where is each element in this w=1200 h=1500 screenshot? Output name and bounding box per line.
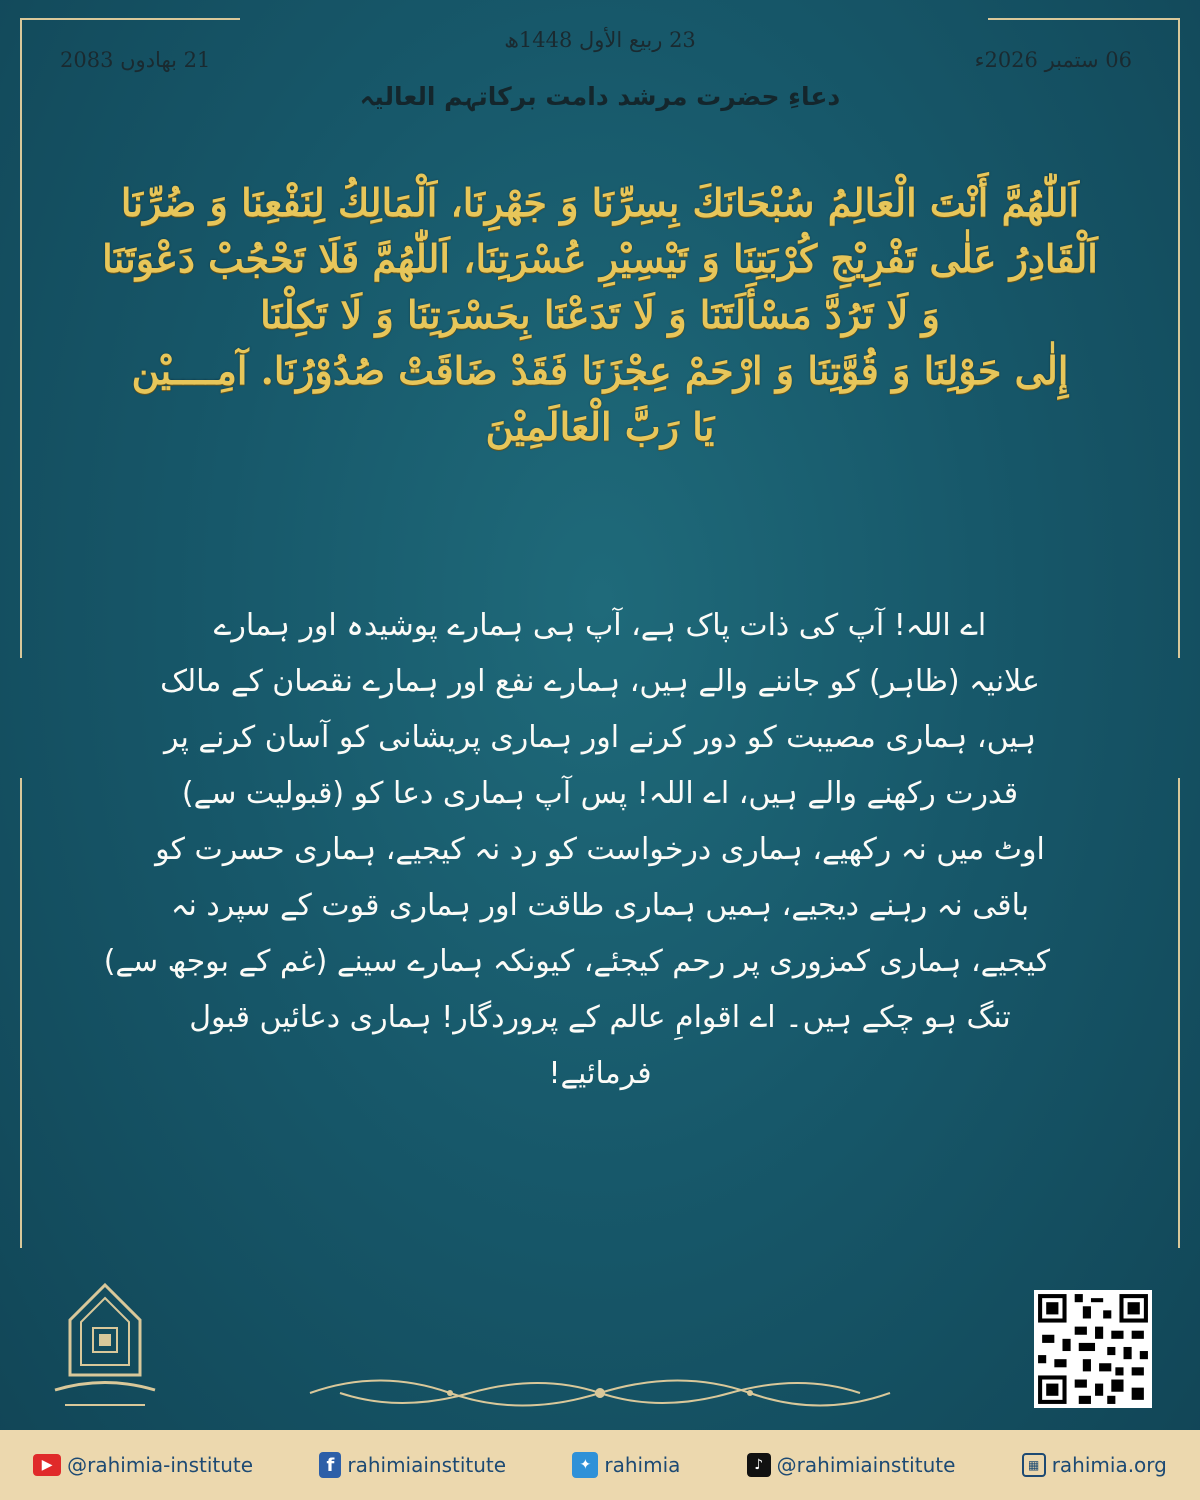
facebook-handle: rahimiainstitute [347, 1453, 507, 1477]
urdu-line: فرمائیے! [548, 1056, 652, 1091]
urdu-line: تنگ ہو چکے ہیں۔ اے اقوامِ عالم کے پروردگار! ہماری دعائیں قبول [189, 1000, 1011, 1035]
facebook-icon: f [319, 1452, 341, 1478]
tiktok-link[interactable] [747, 1453, 956, 1477]
urdu-line: ہیں، ہماری مصیبت کو دور کرنے اور ہماری پریشانی کو آسان کرنے پر [163, 720, 1037, 755]
tiktok-handle: @rahimiainstitute [776, 1453, 956, 1477]
arabic-line: يَا رَبَّ الْعَالَمِيْنَ [485, 404, 715, 449]
youtube-link[interactable] [33, 1453, 253, 1477]
qr-code[interactable] [1034, 1290, 1152, 1408]
arabic-line: اَلْقَادِرُ عَلٰی تَفْرِيْجِ كُرْبَتِنَا وَ تَيْسِيْرِ عُسْرَتِنَا، اَللّٰھُمَّ فَلَا تَحْجُبْ دَعْوَتَنَا [102, 236, 1098, 281]
decorative-ornament [300, 1368, 900, 1418]
twitter-link[interactable] [572, 1452, 680, 1478]
urdu-line: قدرت رکھنے والے ہیں، اے اللہ! پس آپ ہماری دعا کو (قبولیت سے) [181, 776, 1019, 811]
arabic-line: وَ لَا تَرُدَّ مَسْأَلَتَنَا وَ لَا تَدَعْنَا بِحَسْرَتِنَا وَ لَا تَكِلْنَا [260, 292, 940, 337]
website-icon: ▦ [1022, 1453, 1046, 1477]
twitter-handle: rahimia [604, 1453, 681, 1477]
urdu-line: اے اللہ! آپ کی ذات پاک ہے، آپ ہی ہمارے پوشیدہ اور ہمارے [213, 608, 987, 643]
urdu-line: اوٹ میں نہ رکھیے، ہماری درخواست کو رد نہ کیجیے، ہماری حسرت کو [155, 832, 1045, 867]
urdu-line: کیجیے، ہماری کمزوری پر رحم کیجئے، کیونکہ ہمارے سینے (غم کے بوجھ سے) [103, 944, 1050, 979]
frame-left-lower [20, 778, 22, 1248]
frame-right-lower [1178, 778, 1180, 1248]
urdu-line: باقی نہ رہنے دیجیے، ہمیں ہماری طاقت اور ہماری قوت کے سپرد نہ [170, 888, 1030, 923]
frame-left-upper [20, 18, 22, 658]
website-link[interactable] [1022, 1453, 1167, 1477]
frame-top-left [20, 18, 240, 20]
social-footer [0, 1430, 1200, 1500]
arabic-line: إِلٰی حَوْلِنَا وَ قُوَّتِنَا وَ ارْحَمْ عِجْزَنَا فَقَدْ ضَاقَتْ صُدُوْرُنَا. آمِــــيْن [131, 348, 1069, 393]
urdu-translation [103, 598, 1050, 1102]
arabic-dua [90, 175, 1110, 455]
tiktok-icon: ♪ [747, 1453, 771, 1477]
urdu-line: علانیہ (ظاہر) کو جاننے والے ہیں، ہمارے نفع اور ہمارے نقصان کے مالک [160, 664, 1040, 699]
arabic-line: اَللّٰھُمَّ أَنْتَ الْعَالِمُ سُبْحَانَكَ بِسِرِّنَا وَ جَهْرِنَا، اَلْمَالِكُ لِنَفْعِنَا وَ ضُرِّنَا [120, 180, 1080, 225]
bikrami-date: 21 بھادوں 2083 [60, 48, 211, 72]
gregorian-date: 06 ستمبر 2026ء [974, 48, 1132, 72]
frame-top-right [988, 18, 1180, 20]
twitter-icon: ✦ [572, 1452, 598, 1478]
youtube-handle: @rahimia-institute [67, 1453, 254, 1477]
page-title: دعاءِ حضرت مرشد دامت برکاتہم العالیہ [359, 82, 841, 111]
rahimia-logo [45, 1280, 165, 1420]
hijri-date: 23 ربیع الأول 1448ھ [504, 28, 696, 52]
facebook-link[interactable] [319, 1452, 506, 1478]
youtube-icon: ▶ [33, 1454, 61, 1476]
frame-right-upper [1178, 18, 1180, 658]
website-url: rahimia.org [1051, 1453, 1167, 1477]
